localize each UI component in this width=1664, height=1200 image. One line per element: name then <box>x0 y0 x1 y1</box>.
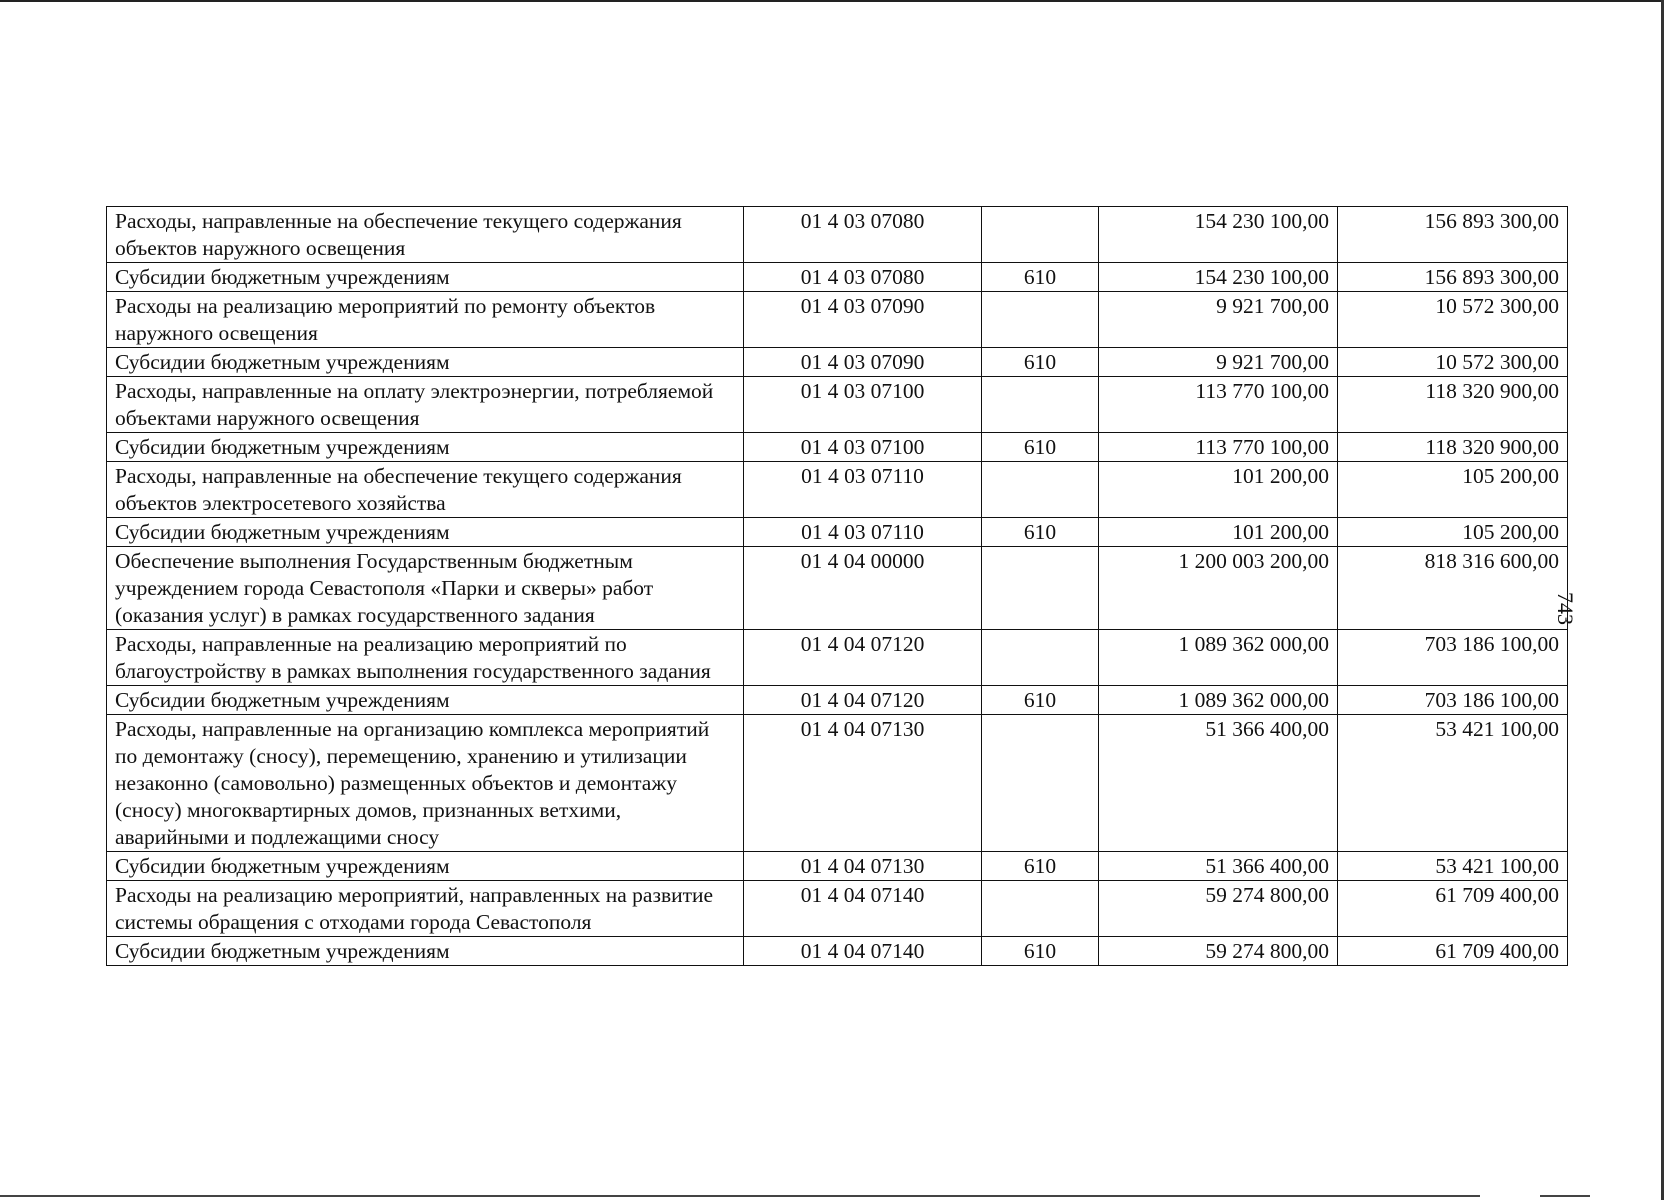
table-row <box>107 292 1568 348</box>
amount-first: 9 921 700,00 <box>1099 348 1338 377</box>
table-row <box>107 433 1568 462</box>
amount-first: 9 921 700,00 <box>1099 292 1338 348</box>
expense-name: Субсидии бюджетным учреждениям <box>107 852 744 881</box>
expense-name: Субсидии бюджетным учреждениям <box>107 348 744 377</box>
expense-type: 610 <box>982 263 1099 292</box>
table-row <box>107 377 1568 433</box>
table-row <box>107 348 1568 377</box>
expense-type <box>982 630 1099 686</box>
expense-name: Субсидии бюджетным учреждениям <box>107 518 744 547</box>
target-code: 01 4 03 07080 <box>744 263 982 292</box>
amount-first: 154 230 100,00 <box>1099 263 1338 292</box>
amount-second: 118 320 900,00 <box>1338 377 1568 433</box>
amount-second: 703 186 100,00 <box>1338 630 1568 686</box>
amount-second: 818 316 600,00 <box>1338 547 1568 630</box>
amount-second: 61 709 400,00 <box>1338 937 1568 966</box>
expense-type: 610 <box>982 518 1099 547</box>
expense-name: Субсидии бюджетным учреждениям <box>107 433 744 462</box>
budget-table-body <box>107 207 1568 966</box>
amount-second: 10 572 300,00 <box>1338 348 1568 377</box>
table-row <box>107 937 1568 966</box>
table-row <box>107 518 1568 547</box>
target-code: 01 4 03 07100 <box>744 377 982 433</box>
expense-name: Расходы, направленные на обеспечение текущего содержания объектов наружного освещения <box>107 207 744 263</box>
expense-name: Расходы, направленные на обеспечение текущего содержания объектов электросетевого хозяйства <box>107 462 744 518</box>
page-number: 743 <box>1553 592 1578 625</box>
target-code: 01 4 04 07120 <box>744 686 982 715</box>
amount-second: 10 572 300,00 <box>1338 292 1568 348</box>
target-code: 01 4 03 07090 <box>744 292 982 348</box>
amount-first: 1 089 362 000,00 <box>1099 686 1338 715</box>
amount-second: 53 421 100,00 <box>1338 715 1568 852</box>
target-code: 01 4 04 07120 <box>744 630 982 686</box>
amount-second: 105 200,00 <box>1338 518 1568 547</box>
expense-type <box>982 547 1099 630</box>
amount-first: 59 274 800,00 <box>1099 881 1338 937</box>
table-row <box>107 630 1568 686</box>
expense-type <box>982 207 1099 263</box>
expense-type: 610 <box>982 348 1099 377</box>
target-code: 01 4 03 07100 <box>744 433 982 462</box>
expense-name: Субсидии бюджетным учреждениям <box>107 263 744 292</box>
target-code: 01 4 03 07080 <box>744 207 982 263</box>
amount-first: 1 200 003 200,00 <box>1099 547 1338 630</box>
amount-second: 105 200,00 <box>1338 462 1568 518</box>
amount-second: 156 893 300,00 <box>1338 263 1568 292</box>
target-code: 01 4 04 07140 <box>744 937 982 966</box>
amount-first: 113 770 100,00 <box>1099 377 1338 433</box>
amount-first: 51 366 400,00 <box>1099 852 1338 881</box>
amount-first: 59 274 800,00 <box>1099 937 1338 966</box>
table-row <box>107 547 1568 630</box>
amount-second: 156 893 300,00 <box>1338 207 1568 263</box>
target-code: 01 4 03 07090 <box>744 348 982 377</box>
expense-name: Субсидии бюджетным учреждениям <box>107 937 744 966</box>
table-row <box>107 686 1568 715</box>
scan-top-edge <box>0 0 1664 2</box>
scan-bottom-edge <box>0 1195 1480 1197</box>
expense-name: Субсидии бюджетным учреждениям <box>107 686 744 715</box>
table-row <box>107 207 1568 263</box>
amount-first: 101 200,00 <box>1099 518 1338 547</box>
expense-name: Расходы на реализацию мероприятий, направленных на развитие системы обращения с отходами города Севастополя <box>107 881 744 937</box>
amount-first: 113 770 100,00 <box>1099 433 1338 462</box>
target-code: 01 4 04 00000 <box>744 547 982 630</box>
target-code: 01 4 04 07140 <box>744 881 982 937</box>
expense-type <box>982 292 1099 348</box>
expense-type: 610 <box>982 852 1099 881</box>
expense-type <box>982 377 1099 433</box>
scan-bottom-edge-mark <box>1540 1195 1590 1197</box>
expense-type <box>982 881 1099 937</box>
expense-type: 610 <box>982 433 1099 462</box>
expense-name: Расходы, направленные на оплату электроэнергии, потребляемой объектами наружного освещения <box>107 377 744 433</box>
table-row <box>107 263 1568 292</box>
amount-second: 703 186 100,00 <box>1338 686 1568 715</box>
amount-second: 118 320 900,00 <box>1338 433 1568 462</box>
amount-second: 53 421 100,00 <box>1338 852 1568 881</box>
target-code: 01 4 04 07130 <box>744 715 982 852</box>
table-row <box>107 462 1568 518</box>
expense-type: 610 <box>982 937 1099 966</box>
budget-table <box>106 206 1568 966</box>
amount-first: 154 230 100,00 <box>1099 207 1338 263</box>
expense-name: Расходы на реализацию мероприятий по ремонту объектов наружного освещения <box>107 292 744 348</box>
amount-first: 101 200,00 <box>1099 462 1338 518</box>
target-code: 01 4 03 07110 <box>744 462 982 518</box>
expense-type: 610 <box>982 686 1099 715</box>
table-row <box>107 715 1568 852</box>
table-row <box>107 881 1568 937</box>
expense-type <box>982 715 1099 852</box>
amount-first: 51 366 400,00 <box>1099 715 1338 852</box>
expense-name: Расходы, направленные на реализацию мероприятий по благоустройству в рамках выполнения государственного задания <box>107 630 744 686</box>
expense-name: Расходы, направленные на организацию комплекса мероприятий по демонтажу (сносу), перемещению, хранению и утилизации незаконно (самовольно) размещенных объектов и демонтажу (сносу) многоквартирных домов, признанных ветхими, аварийными и подлежащими сносу <box>107 715 744 852</box>
amount-second: 61 709 400,00 <box>1338 881 1568 937</box>
amount-first: 1 089 362 000,00 <box>1099 630 1338 686</box>
target-code: 01 4 04 07130 <box>744 852 982 881</box>
table-row <box>107 852 1568 881</box>
target-code: 01 4 03 07110 <box>744 518 982 547</box>
expense-name: Обеспечение выполнения Государственным бюджетным учреждением города Севастополя «Парки и скверы» работ (оказания услуг) в рамках государственного задания <box>107 547 744 630</box>
expense-type <box>982 462 1099 518</box>
